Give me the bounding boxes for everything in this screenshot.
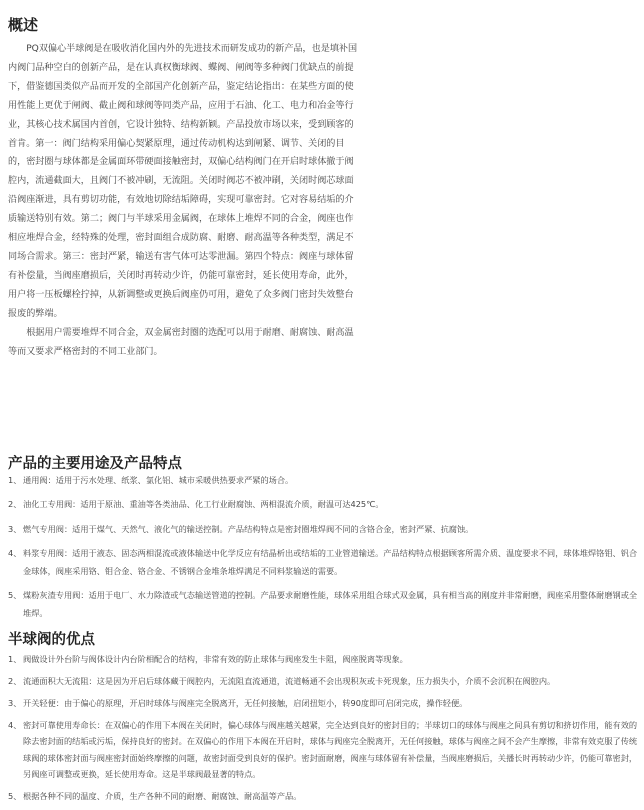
item-text: 开关轻便：由于偏心的原理，开启时球体与阀座完全脱离开，无任何接触，启闭扭矩小，转90度即可启闭完成，操作轻便。 <box>23 697 468 708</box>
item-number: 3、 <box>8 523 22 534</box>
advantages-list <box>8 651 638 810</box>
advantages-section-title: 半球阀的优点 <box>8 632 95 648</box>
uses-list <box>8 472 638 629</box>
list-item <box>8 651 638 668</box>
item-number: 3、 <box>8 697 22 708</box>
overview-text <box>8 40 362 361</box>
item-number: 4、 <box>8 548 22 559</box>
item-text: 通用阀：适用于污水处理、纸浆、氯化铝、城市采暖供热要求严紧的场合。 <box>23 475 294 485</box>
item-text: 料浆专用阀：适用于液态、固态两相混流或液体输送中化学反应有结晶析出或结垢的工业管道输送。产品结构特点根据顾客所需介质、温度要求不同，球体堆焊铬钼、钒合金球体，阀座采用铬、钼合金、铬合金、不锈钢合金堆条堆焊满足不同料浆输送的需要。 <box>23 548 638 576</box>
list-item <box>8 545 638 580</box>
item-text: 阀做设计外台阶与阀体设计内台阶相配合的结构，非常有效的防止球体与阀座发生卡阻，阀座脱离等现象。 <box>23 654 408 664</box>
item-number: 1、 <box>8 654 22 664</box>
item-number: 2、 <box>8 499 22 510</box>
item-number: 4、 <box>8 719 22 730</box>
item-text: 密封可靠使用寿命长：在双偏心的作用下本阀在关闭时，偏心球体与阀座越关越紧，完全达到良好的密封目的；半球切口的球体与阀座之间具有剪切和挤切作用，能有效的除去密封面的结垢或污垢，保持良好的密封。在双偏心的作用下本阀在开启时，球体与阀座完全脱离开，无任何接触，球体与阀座之间不会产生摩擦，非常有效克服了传统球阀的球体密封面与阀座密封面始终摩擦的问题，故密封面受到良好的保护。密封面耐磨，阀座与球体留有补偿量，当阀座磨损后，关播长时再转动少许，仍能可靠密封，另阀座可调整或更换，延长使用寿命。这是半球阀最显著的特点。 <box>23 719 638 780</box>
list-item <box>8 717 638 783</box>
list-item <box>8 496 638 513</box>
item-text: 燃气专用阀：适用于煤气、天然气、液化气的输送控制。产品结构特点是密封圈堆焊阀不同的含铬合金，密封严紧、抗腐蚀。 <box>23 523 474 534</box>
item-text: 油化工专用阀：适用于原油、重油等各类油品、化工行业耐腐蚀、两相混流介质，耐温可达425℃。 <box>23 499 384 510</box>
item-number: 5、 <box>8 791 22 802</box>
item-number: 2、 <box>8 675 22 686</box>
uses-section-title: 产品的主要用途及产品特点 <box>8 456 182 472</box>
item-text: 流通面积大无流阻：这是因为开启后球体藏于阀腔内，无流阻直流通道，流道畅通不会出现积灰或卡死现象，压力损失小，介质不会沉积在阀腔内。 <box>23 675 556 686</box>
item-text: 根据各种不同的温度、介质，生产各种不同的耐磨、耐腐蚀、耐高温等产品。 <box>23 791 302 802</box>
list-item <box>8 472 638 489</box>
item-number: 1、 <box>8 475 22 485</box>
list-item <box>8 788 638 805</box>
item-number: 5、 <box>8 590 22 601</box>
list-item <box>8 587 638 622</box>
list-item <box>8 695 638 712</box>
overview-paragraph: 根据用户需要堆焊不同合金，双金属密封圈的选配可以用于耐磨、耐腐蚀、耐高温等而又要求严格密封的不同工业部门。 <box>8 327 354 357</box>
list-item <box>8 521 638 538</box>
overview-paragraph: PQ双偏心半球阀是在吸收消化国内外的先进技术而研发成功的新产品，也是填补国内阀门品种空白的创新产品，是在认真权衡球阀、蝶阀、闸阀等多种阀门优缺点的前提下，借鉴德国类似产品而开发的全部国产化创新产品，鉴定结论指出：在某些方面的使用性能上更优于闸阀、截止阀和球阀等同类产品，应用于石油、化工、电力和冶金等行业，其核心技术属国内首创，它设计独特、结构新颖。产品投放市场以来，受到顾客的首肯。第一：阀门结构采用偏心契紧原理，通过传动机构达到闸紧、调节、关闭的目的，密封圈与球体都是金属面环带硬面接触密封，双偏心结构阀门在开启时球体撤于阀腔内，流通截面大，且阀门不被冲刷，无流阻。关闭时阀芯不被冲刷，关闭时阀芯球面沿阀座渐进，具有剪切功能，有效地切除结垢障碍，实现可靠密封。它对容易结垢的介质输送特别有效。第二；阀门与半球采用金属阀，在球体上堆焊不同的合金，阀座也作相应堆焊合金，经特殊的处理，密封面组合成防腐、耐磨、耐高温等各种类型，满足不同场合需求。第三：密封严紧，输送有害气体可达零泄漏。第四个特点：阀座与球体留有补偿量，当阀座磨损后，关闭时再转动少许，仍能可靠密封，延长使用寿命，此外，用户将一压板螺栓拧掉，从新调整或更换后阀座仍可用，避免了众多阀门密封失效整台报废的弊端。 <box>8 44 358 319</box>
item-text: 煤粉灰渣专用阀：适用于电厂、水力除渣或气态输送管道的控制。产品要求耐磨性能，球体采用组合球式双金属，具有相当高的刚度并非常耐磨，阀座采用整体耐磨钢或全堆焊。 <box>23 590 638 618</box>
overview-title: 概述 <box>8 16 39 34</box>
list-item <box>8 673 638 690</box>
